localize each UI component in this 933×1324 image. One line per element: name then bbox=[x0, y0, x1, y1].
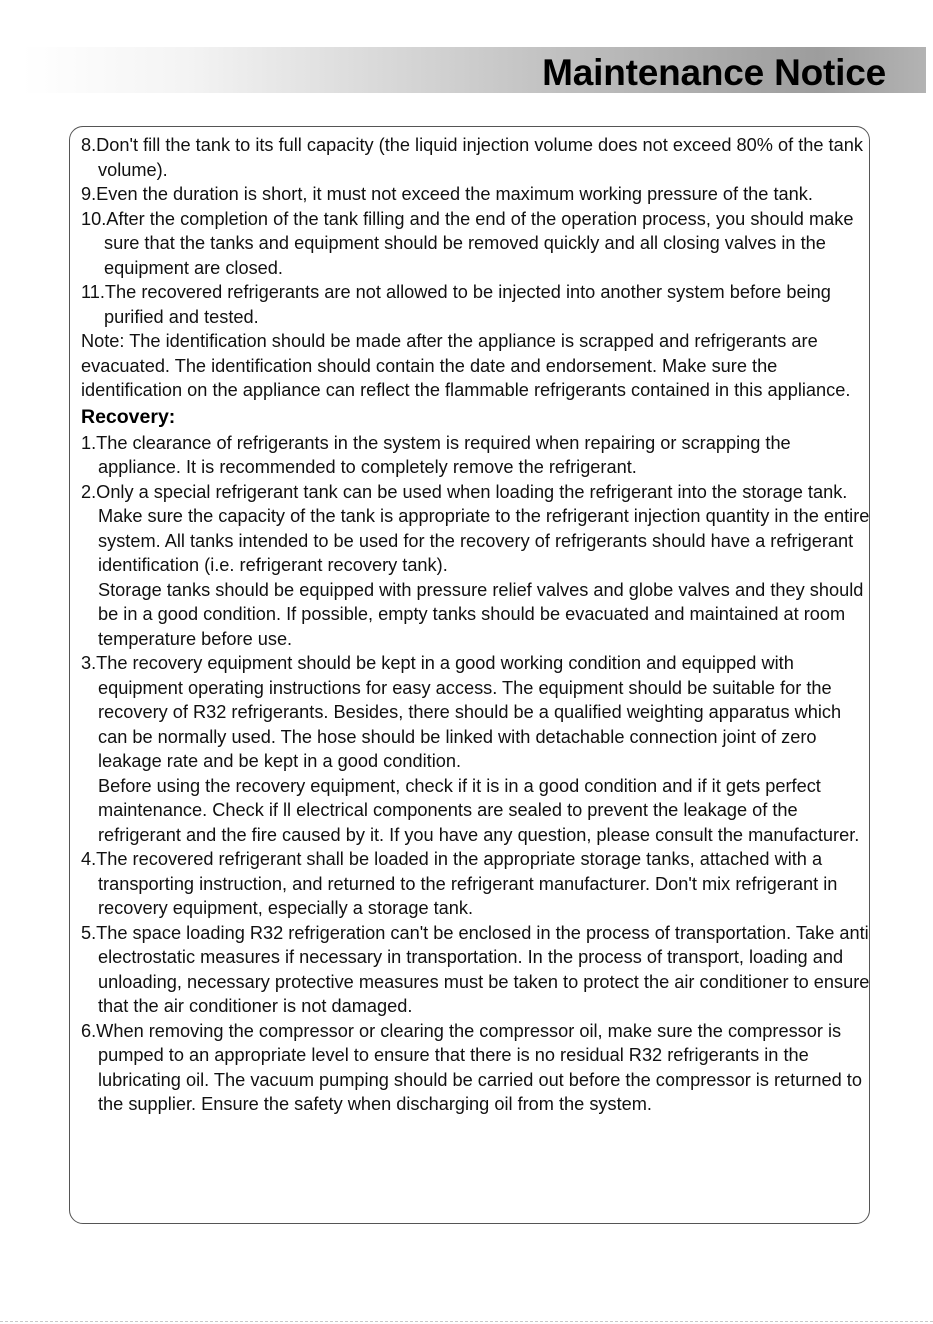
list-item: 11.The recovered refrigerants are not allowed to be injected into another system before being purified and tested. bbox=[81, 282, 831, 327]
page-title: Maintenance Notice bbox=[542, 52, 886, 93]
footer-divider bbox=[0, 1321, 933, 1322]
list-item: 10.After the completion of the tank filling and the end of the operation process, you should make sure that the tanks and equipment should be removed quickly and all closing valves in the equipment are closed. bbox=[81, 208, 854, 278]
list-item: 3.The recovery equipment should be kept in a good working condition and equipped with equipment operating instructions for easy access. The equipment should be suitable for the recovery of R32 refrigerants. Besides, there should be a qualified weighting apparatus which can be normally used. The hose should be linked with detachable connection joint of zero leakage rate and be kept in a good condition. bbox=[81, 653, 842, 771]
notice-body bbox=[81, 133, 871, 1117]
list-item: 9.Even the duration is short, it must not exceed the maximum working pressure of the tank. bbox=[81, 184, 813, 204]
list-item: 6.When removing the compressor or clearing the compressor oil, make sure the compressor is pumped to an appropriate level to ensure that there is no residual R32 refrigerants in the lubricating oil. The vacuum pumping should be carried out before the compressor is returned to the supplier. Ensure the safety when discharging oil from the system. bbox=[81, 1020, 862, 1114]
list-item: 5.The space loading R32 refrigeration can't be enclosed in the process of transportation. Take anti electrostatic measures if necessary in transportation. In the process of transport, loading and unloading, necessary protective measures must be taken to protect the air conditioner to ensure that the air conditioner is not damaged. bbox=[81, 922, 870, 1016]
list-item: 8.Don't fill the tank to its full capacity (the liquid injection volume does not exceed 80% of the tank volume). bbox=[81, 135, 863, 180]
list-item-continuation: Storage tanks should be equipped with pressure relief valves and globe valves and they should be in a good condition. If possible, empty tanks should be evacuated and maintained at room temperature before use. bbox=[98, 579, 864, 649]
list-item: 1.The clearance of refrigerants in the system is required when repairing or scrapping the appliance. It is recommended to completely remove the refrigerant. bbox=[81, 432, 791, 477]
list-item: 2.Only a special refrigerant tank can be used when loading the refrigerant into the storage tank. Make sure the capacity of the tank is appropriate to the refrigerant injection quantity in the entire system. All tanks intended to be used for the recovery of refrigerants should have a refrigerant identification (i.e. refrigerant recovery tank). bbox=[81, 481, 870, 575]
recovery-heading: Recovery: bbox=[81, 405, 176, 428]
list-item: 4.The recovered refrigerant shall be loaded in the appropriate storage tanks, attached with a transporting instruction, and returned to the refrigerant manufacturer. Don't mix refrigerant in recovery equipment, especially a storage tank. bbox=[81, 849, 838, 918]
list-item-continuation: Before using the recovery equipment, check if it is in a good condition and if it gets perfect maintenance. Check if ll electrical components are sealed to prevent the leakage of the refrigerant and the fire caused by it. If you have any question, please consult the manufacturer. bbox=[98, 775, 860, 845]
note-paragraph: Note: The identification should be made after the appliance is scrapped and refrigerants are evacuated. The identification should contain the date and endorsement. Make sure the identification on the appliance can reflect the flammable refrigerants contained in this appliance. bbox=[81, 331, 851, 400]
